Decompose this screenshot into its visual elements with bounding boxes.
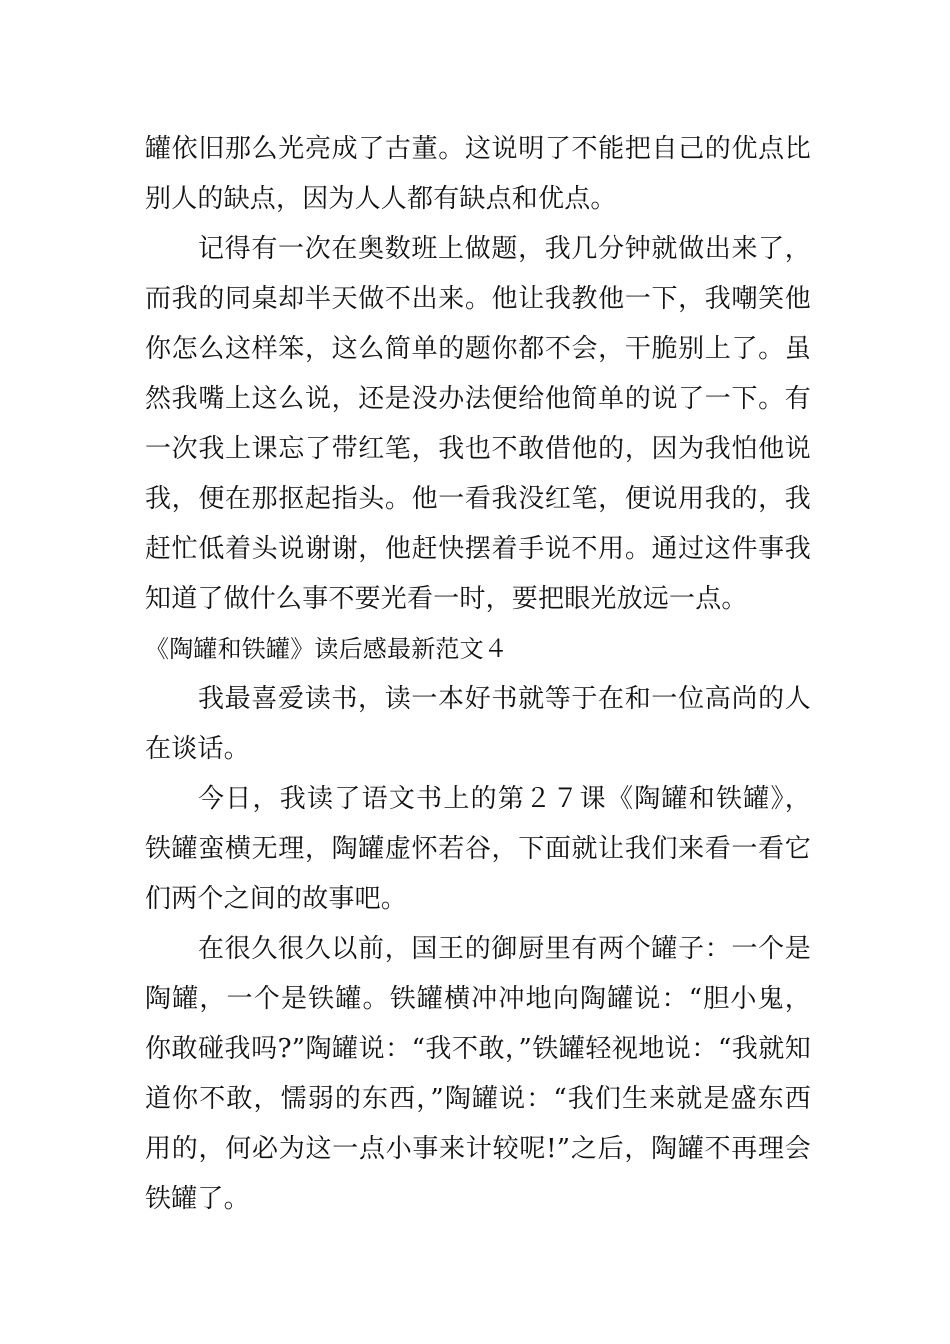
paragraph: 罐依旧那么光亮成了古董。这说明了不能把自己的优点比别人的缺点，因为人人都有缺点和优点。 — [145, 134, 811, 214]
document-body — [145, 124, 811, 1224]
paragraph: 在很久很久以前，国王的御厨里有两个罐子：一个是陶罐，一个是铁罐。铁罐横冲冲地向陶罐说：“胆小鬼，你敢碰我吗?”陶罐说：“我不敢，”铁罐轻视地说：“我就知道你不敢，懦弱的东西，”陶罐说：“我们生来就是盛东西用的，何必为这一点小事来计较呢!”之后，陶罐不再理会铁罐了。 — [145, 934, 811, 1214]
section-heading: 《陶罐和铁罐》读后感最新范文４ — [145, 635, 508, 663]
paragraph: 今日，我读了语文书上的第２７课《陶罐和铁罐》，铁罐蛮横无理，陶罐虚怀若谷，下面就让我们来看一看它们两个之间的故事吧。 — [145, 784, 811, 914]
paragraph: 我最喜爱读书，读一本好书就等于在和一位高尚的人在谈话。 — [145, 684, 811, 764]
paragraph: 记得有一次在奥数班上做题，我几分钟就做出来了，而我的同桌却半天做不出来。他让我教他一下，我嘲笑他你怎么这样笨，这么简单的题你都不会，干脆别上了。虽然我嘴上这么说，还是没办法便给他简单的说了一下。有一次我上课忘了带红笔，我也不敢借他的，因为我怕他说我，便在那抠起指头。他一看我没红笔，便说用我的，我赶忙低着头说谢谢，他赶快摆着手说不用。通过这件事我知道了做什么事不要光看一时，要把眼光放远一点。 — [145, 234, 811, 614]
